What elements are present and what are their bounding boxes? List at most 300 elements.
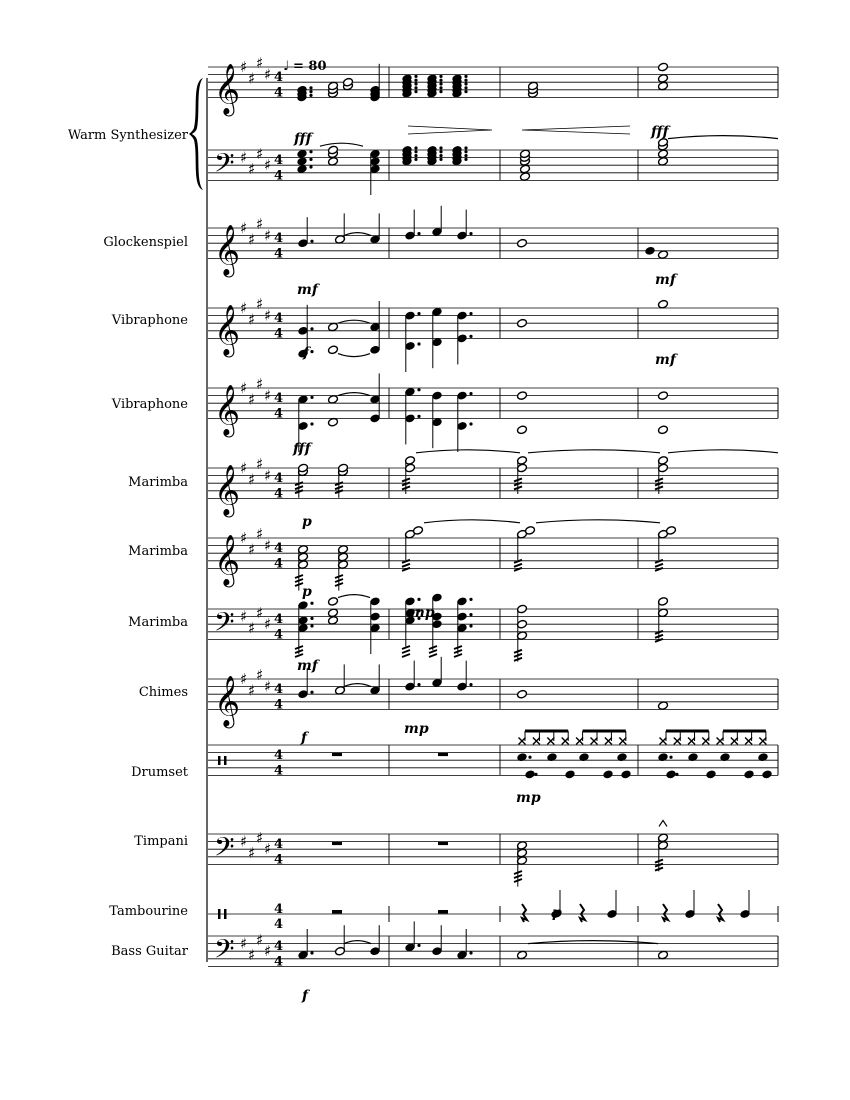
treble-clef-icon: 𝄞 <box>214 63 241 115</box>
augmentation-dot <box>439 158 442 161</box>
cymbal-notehead <box>717 738 724 745</box>
dynamic-drums: f <box>301 730 308 746</box>
crescendo-hairpin <box>522 126 630 134</box>
tie <box>338 393 370 396</box>
augmentation-dot <box>464 82 467 85</box>
augmentation-dot <box>464 154 467 157</box>
notehead <box>621 770 632 780</box>
tremolo-mark <box>514 650 522 653</box>
label-bass: Bass Guitar <box>111 944 188 959</box>
decrescendo-hairpin <box>408 126 492 134</box>
augmentation-dot <box>464 150 467 153</box>
cymbal-notehead <box>674 738 681 745</box>
cymbal-notehead <box>519 738 526 745</box>
percussion-clef-icon <box>224 909 227 919</box>
augmentation-dot <box>309 165 312 168</box>
notehead <box>658 157 669 167</box>
notehead <box>658 299 669 309</box>
quarter-rest <box>663 904 668 922</box>
notehead <box>762 770 773 780</box>
notehead <box>658 250 669 260</box>
time-signature-top: 4 <box>274 612 284 628</box>
tremolo-mark <box>295 654 303 657</box>
tie <box>320 143 363 146</box>
sharp-icon: ♯ <box>240 459 248 477</box>
dynamic-mar3: mp <box>410 605 435 621</box>
notehead <box>413 526 424 536</box>
augmentation-dot <box>464 90 467 93</box>
tie <box>338 320 370 323</box>
augmentation-dot <box>439 154 442 157</box>
time-signature-bottom: 4 <box>274 697 284 713</box>
augmentation-dot <box>310 350 313 353</box>
tremolo-mark <box>402 564 410 567</box>
sharp-icon: ♯ <box>248 470 256 489</box>
notehead <box>658 425 669 435</box>
augmentation-dot <box>464 86 467 89</box>
sharp-icon: ♯ <box>240 529 248 547</box>
notehead <box>517 425 528 435</box>
sharp-icon: ♯ <box>256 295 264 314</box>
tremolo-mark <box>402 650 410 653</box>
time-signature-top: 4 <box>274 541 284 557</box>
cymbal-notehead <box>660 738 667 745</box>
dynamic-mar2: p <box>302 514 312 530</box>
time-signature-bottom: 4 <box>274 556 284 572</box>
treble-clef-icon: 𝄞 <box>214 675 241 727</box>
sharp-icon: ♯ <box>248 230 256 249</box>
tremolo-mark <box>655 860 663 863</box>
label-mar2: Marimba <box>128 544 188 559</box>
staves-group <box>208 54 778 971</box>
augmentation-dot <box>417 342 420 345</box>
augmentation-dot <box>310 624 313 627</box>
time-signature-top: 4 <box>274 153 284 169</box>
augmentation-dot <box>417 598 420 601</box>
sharp-icon: ♯ <box>264 536 272 555</box>
piano-brace <box>189 78 203 190</box>
quarter-rest <box>580 904 585 922</box>
tie <box>338 354 370 357</box>
augmentation-dot <box>414 82 417 85</box>
notehead <box>525 526 536 536</box>
label-synth: Warm Synthesizer <box>67 128 188 143</box>
tie <box>528 450 660 453</box>
augmentation-dot <box>310 691 313 694</box>
dynamic-mar2-below: p <box>302 584 312 600</box>
sharp-icon: ♯ <box>240 607 248 626</box>
sharp-icon: ♯ <box>264 677 272 696</box>
sharp-icon: ♯ <box>248 844 256 862</box>
quarter-rest <box>522 904 527 922</box>
notehead <box>297 164 308 174</box>
augmentation-dot <box>310 327 313 330</box>
sharp-icon: ♯ <box>240 299 248 317</box>
augmentation-dot <box>310 951 313 954</box>
tremolo-mark <box>454 650 462 653</box>
time-signature-bottom: 4 <box>274 852 284 868</box>
tremolo-mark <box>514 875 522 878</box>
dynamic-chimes: mf <box>297 658 318 674</box>
notehead <box>520 172 531 182</box>
dynamic-drums-m3: mp <box>516 790 541 806</box>
percussion-clef-icon <box>218 909 221 919</box>
tremolo-mark <box>655 486 663 489</box>
time-signature-top: 4 <box>274 748 284 764</box>
augmentation-dot <box>469 422 472 425</box>
augmentation-dot <box>310 396 313 399</box>
tremolo-mark <box>295 486 303 489</box>
tremolo-mark <box>514 658 522 661</box>
sharp-icon: ♯ <box>256 375 264 394</box>
rest <box>438 842 448 846</box>
tie <box>668 136 778 139</box>
sharp-icon: ♯ <box>256 666 264 685</box>
notehead <box>603 770 614 780</box>
time-signature-bottom: 4 <box>274 763 284 779</box>
treble-clef-icon: 𝄞 <box>214 304 241 356</box>
label-vib2: Vibraphone <box>111 397 188 412</box>
augmentation-dot <box>439 82 442 85</box>
time-signature-top: 4 <box>274 837 284 853</box>
notehead <box>666 770 677 780</box>
tie <box>338 595 370 598</box>
time-signature-top: 4 <box>274 231 284 247</box>
tie <box>536 520 660 523</box>
tremolo-mark <box>655 564 663 567</box>
tremolo-mark <box>335 575 343 578</box>
tremolo-mark <box>335 579 343 582</box>
tremolo-mark <box>429 650 437 653</box>
time-signature-top: 4 <box>274 471 284 487</box>
sharp-icon: ♯ <box>240 670 248 688</box>
augmentation-dot <box>439 86 442 89</box>
tremolo-mark <box>514 560 522 563</box>
tremolo-mark <box>295 575 303 578</box>
sharp-icon: ♯ <box>256 828 264 847</box>
percussion-clef-icon <box>218 756 221 765</box>
tremolo-mark <box>402 560 410 563</box>
tremolo-mark <box>429 646 437 649</box>
notehead <box>658 62 669 72</box>
tremolo-mark <box>295 646 303 649</box>
notehead <box>706 770 717 780</box>
augmentation-dot <box>414 150 417 153</box>
sharp-icon: ♯ <box>240 832 248 851</box>
augmentation-dot <box>310 617 313 620</box>
time-signature-bottom: 4 <box>274 406 284 422</box>
cymbal-notehead <box>533 738 540 745</box>
notehead <box>328 417 339 427</box>
cymbal-notehead <box>745 738 752 745</box>
dynamic-drums-m2: mp <box>404 721 429 737</box>
notehead <box>328 616 339 626</box>
sharp-icon: ♯ <box>256 54 264 73</box>
tremolo-mark <box>514 486 522 489</box>
tremolo-mark <box>402 654 410 657</box>
rest <box>332 753 342 757</box>
augmentation-dot <box>464 158 467 161</box>
augmentation-dot <box>310 240 313 243</box>
sharp-icon: ♯ <box>264 466 272 485</box>
time-signature-bottom: 4 <box>274 326 284 342</box>
bass-clef-icon: 𝄢 <box>214 605 235 644</box>
time-signature-top: 4 <box>274 902 284 917</box>
tremolo-mark <box>402 478 410 481</box>
tremolo-mark <box>335 486 343 489</box>
sharp-icon: ♯ <box>248 681 256 700</box>
treble-clef-icon: 𝄞 <box>214 534 241 586</box>
augmentation-dot <box>464 146 467 149</box>
sharp-icon: ♯ <box>248 160 256 178</box>
tie <box>344 941 371 944</box>
augmentation-dot <box>534 773 537 776</box>
notehead <box>658 81 669 91</box>
dynamic-bass: f <box>302 988 309 1004</box>
sharp-icon: ♯ <box>256 525 264 544</box>
notehead <box>658 74 669 84</box>
notehead <box>744 770 755 780</box>
augmentation-dot <box>469 232 472 235</box>
sharp-icon: ♯ <box>248 310 256 329</box>
sharp-icon: ♯ <box>264 306 272 325</box>
dynamic-mar1: fff <box>293 441 311 457</box>
augmentation-dot <box>310 422 313 425</box>
time-signature-bottom: 4 <box>274 246 284 262</box>
dynamic-tamb: p <box>552 905 562 921</box>
sharp-icon: ♯ <box>256 930 264 949</box>
notehead <box>520 164 531 174</box>
augmentation-dot <box>414 75 417 78</box>
notehead <box>517 950 528 960</box>
notehead <box>328 322 339 332</box>
tremolo-mark <box>655 868 663 871</box>
tempo-text: = 80 <box>293 59 327 74</box>
tremolo-mark <box>335 583 343 586</box>
notehead <box>658 391 669 401</box>
tie <box>416 450 520 453</box>
treble-clef-icon: 𝄞 <box>214 464 241 516</box>
augmentation-dot <box>309 86 312 89</box>
cymbal-notehead <box>688 738 695 745</box>
tie <box>668 450 778 453</box>
label-mar1: Marimba <box>128 475 188 490</box>
cymbal-notehead <box>702 738 709 745</box>
sharp-icon: ♯ <box>256 455 264 474</box>
notehead <box>297 157 308 167</box>
time-signature-bottom: 4 <box>274 486 284 502</box>
augmentation-dot <box>439 146 442 149</box>
cymbal-notehead <box>562 738 569 745</box>
augmentation-dot <box>469 335 472 338</box>
notehead <box>658 701 669 711</box>
dynamic-vib1: mf <box>297 282 318 298</box>
sharp-icon: ♯ <box>248 69 256 88</box>
sharp-icon: ♯ <box>256 603 264 622</box>
time-signature-top: 4 <box>274 70 284 86</box>
augmentation-dot <box>469 598 472 601</box>
label-vib1: Vibraphone <box>111 313 188 328</box>
augmentation-dot <box>414 158 417 161</box>
tremolo-mark <box>295 579 303 582</box>
sharp-icon: ♯ <box>248 540 256 559</box>
notehead <box>658 149 669 159</box>
notehead <box>517 318 528 328</box>
tremolo-mark <box>514 654 522 657</box>
notehead <box>328 345 339 355</box>
augmentation-dot <box>309 94 312 97</box>
sharp-icon: ♯ <box>264 386 272 405</box>
tremolo-mark <box>514 478 522 481</box>
cymbal-notehead <box>547 738 554 745</box>
notehead <box>517 391 528 401</box>
augmentation-dot <box>414 146 417 149</box>
notes-group <box>295 62 778 960</box>
notehead <box>297 149 308 159</box>
tremolo-mark <box>402 486 410 489</box>
label-chimes: Chimes <box>138 685 188 700</box>
sharp-icon: ♯ <box>240 58 248 76</box>
augmentation-dot <box>417 683 420 686</box>
notehead <box>328 597 339 607</box>
augmentation-dot <box>417 312 420 315</box>
rest <box>438 910 448 914</box>
time-signature-top: 4 <box>274 391 284 407</box>
dynamic-vib1-m4: mf <box>655 272 676 288</box>
rest <box>438 753 448 757</box>
sharp-icon: ♯ <box>264 615 272 634</box>
tremolo-mark <box>402 646 410 649</box>
quarter-rest <box>718 904 723 922</box>
augmentation-dot <box>439 75 442 78</box>
time-signature-top: 4 <box>274 939 284 955</box>
tremolo-mark <box>514 879 522 882</box>
time-signature-bottom: 4 <box>274 168 284 184</box>
time-signature-bottom: 4 <box>274 917 284 932</box>
cymbal-notehead <box>605 738 612 745</box>
sharp-icon: ♯ <box>264 942 272 961</box>
cymbal-notehead <box>576 738 583 745</box>
augmentation-dot <box>414 86 417 89</box>
notehead <box>666 526 677 536</box>
tie <box>424 520 520 523</box>
label-timp: Timpani <box>134 834 188 849</box>
sharp-icon: ♯ <box>240 219 248 237</box>
augmentation-dot <box>439 150 442 153</box>
tie <box>528 941 658 944</box>
tie <box>344 684 371 687</box>
tremolo-mark <box>454 654 462 657</box>
time-signature-bottom: 4 <box>274 954 284 970</box>
augmentation-dot <box>309 90 312 93</box>
treble-clef-icon: 𝄞 <box>214 384 241 436</box>
augmentation-dot <box>469 683 472 686</box>
sharp-icon: ♯ <box>264 65 272 84</box>
tie <box>344 233 371 236</box>
augmentation-dot <box>309 158 312 161</box>
augmentation-dot <box>469 951 472 954</box>
tremolo-mark <box>655 631 663 634</box>
sharp-icon: ♯ <box>240 934 248 953</box>
notehead <box>658 950 669 960</box>
sharp-icon: ♯ <box>264 226 272 245</box>
rest <box>332 910 342 914</box>
tremolo-mark <box>514 564 522 567</box>
tremolo-mark <box>429 654 437 657</box>
augmentation-dot <box>310 602 313 605</box>
dynamic-vib1-below: f <box>303 345 310 361</box>
tremolo-mark <box>454 646 462 649</box>
augmentation-dot <box>439 90 442 93</box>
dynamic-synth-top: fff <box>294 131 312 147</box>
sharp-icon: ♯ <box>256 215 264 234</box>
augmentation-dot <box>414 90 417 93</box>
time-signature-bottom: 4 <box>274 85 284 101</box>
time-signature-top: 4 <box>274 682 284 698</box>
augmentation-dot <box>464 75 467 78</box>
tremolo-mark <box>655 478 663 481</box>
rest <box>332 842 342 846</box>
augmentation-dot <box>414 154 417 157</box>
augmentation-dot <box>469 613 472 616</box>
augmentation-dot <box>464 79 467 82</box>
augmentation-dot <box>414 79 417 82</box>
label-glock: Glockenspiel <box>103 235 188 250</box>
augmentation-dot <box>469 624 472 627</box>
label-tamb: Tambourine <box>109 904 188 919</box>
tremolo-mark <box>655 560 663 563</box>
cymbal-notehead <box>619 738 626 745</box>
dynamic-synth-m4: fff <box>651 124 669 140</box>
augmentation-dot <box>417 232 420 235</box>
bass-clef-icon: 𝄢 <box>214 146 235 185</box>
sharp-icon: ♯ <box>240 148 248 167</box>
augmentation-dot <box>417 388 420 391</box>
sharp-icon: ♯ <box>248 946 256 964</box>
bass-clef-icon: 𝄢 <box>214 830 235 869</box>
tremolo-mark <box>514 871 522 874</box>
percussion-clef-icon <box>224 756 227 765</box>
treble-clef-icon: 𝄞 <box>214 224 241 276</box>
tremolo-mark <box>335 482 343 485</box>
augmentation-dot <box>439 79 442 82</box>
augmentation-dot <box>309 150 312 153</box>
notehead <box>645 246 656 256</box>
augmentation-dot <box>675 773 678 776</box>
cymbal-notehead <box>731 738 738 745</box>
notehead <box>517 238 528 248</box>
sharp-icon: ♯ <box>264 840 272 859</box>
augmentation-dot <box>417 944 420 947</box>
cymbal-notehead <box>591 738 598 745</box>
tremolo-mark <box>655 635 663 638</box>
tremolo-mark <box>295 482 303 485</box>
augmentation-dot <box>669 756 672 759</box>
time-signature-bottom: 4 <box>274 627 284 643</box>
notehead <box>328 608 339 618</box>
tremolo-mark <box>295 650 303 653</box>
tempo-note: ♩ <box>283 59 290 74</box>
accent-mark <box>659 820 667 826</box>
sharp-icon: ♯ <box>264 156 272 175</box>
augmentation-dot <box>469 392 472 395</box>
cymbal-notehead <box>759 738 766 745</box>
notehead <box>517 689 528 699</box>
notehead <box>328 395 339 405</box>
notehead <box>525 770 536 780</box>
bass-clef-icon: 𝄢 <box>214 932 235 971</box>
notehead <box>328 157 339 167</box>
